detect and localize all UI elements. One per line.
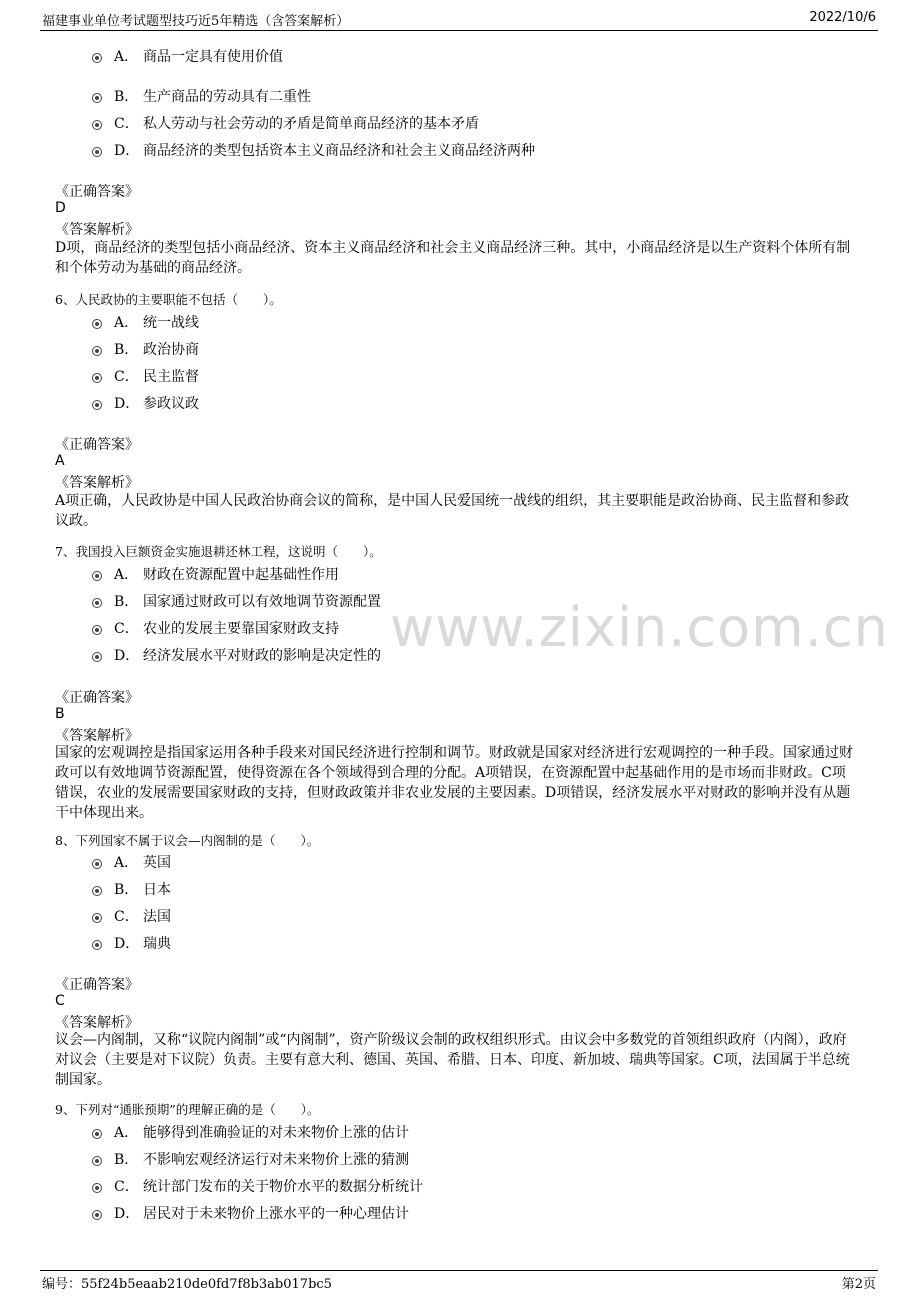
analysis-label: 《答案解析》	[55, 1015, 139, 1031]
option-letter: D．	[114, 648, 140, 664]
option-text: 统计部门发布的关于物价水平的数据分析统计	[143, 1179, 423, 1195]
radio-icon[interactable]	[92, 93, 102, 103]
option-letter: B．	[114, 882, 139, 898]
option-letter: D．	[114, 936, 140, 952]
radio-icon[interactable]	[92, 886, 102, 896]
option-text: 私人劳动与社会劳动的矛盾是简单商品经济的基本矛盾	[143, 116, 479, 132]
option-letter: D．	[114, 1206, 140, 1222]
option-text: 不影响宏观经济运行对未来物价上涨的猜测	[143, 1152, 409, 1168]
option-text: 农业的发展主要靠国家财政支持	[143, 621, 339, 637]
option-text: 居民对于未来物价上涨水平的一种心理估计	[143, 1206, 409, 1222]
document-title: 福建事业单位考试题型技巧近5年精选（含答案解析）	[42, 14, 350, 29]
question-6: 6、人民政协的主要职能不包括（ ）。	[55, 292, 282, 307]
option-text: 商品经济的类型包括资本主义商品经济和社会主义商品经济两种	[143, 143, 535, 159]
document-date: 2022/10/6	[809, 10, 876, 25]
option-letter: A．	[114, 315, 139, 331]
option-text: 参政议政	[143, 396, 199, 412]
correct-answer: D	[55, 200, 66, 216]
radio-icon[interactable]	[92, 1183, 102, 1193]
option-text: 能够得到准确验证的对未来物价上涨的估计	[143, 1125, 409, 1141]
document-code: 编号：55f24b5eaab210de0fd7f8b3ab017bc5	[42, 1277, 332, 1292]
radio-icon[interactable]	[92, 147, 102, 157]
question-9: 9、下列对“通胀预期”的理解正确的是（ ）。	[55, 1102, 320, 1117]
correct-answer: C	[55, 993, 65, 1009]
option-text: 商品一定具有使用价值	[143, 49, 283, 65]
option-text: 法国	[143, 909, 171, 925]
footer-rule	[40, 1270, 878, 1271]
radio-icon[interactable]	[92, 571, 102, 581]
analysis-text: D项，商品经济的类型包括小商品经济、资本主义商品经济和社会主义商品经济三种。其中，小商品经济是以生产资料个体所有制和个体劳动为基础的商品经济。	[55, 240, 851, 276]
option-letter: B．	[114, 594, 139, 610]
header-rule	[40, 30, 878, 31]
radio-icon[interactable]	[92, 319, 102, 329]
analysis-label: 《答案解析》	[55, 222, 139, 238]
radio-icon[interactable]	[92, 373, 102, 383]
radio-icon[interactable]	[92, 1210, 102, 1220]
option-letter: A．	[114, 855, 139, 871]
option-text: 英国	[143, 855, 171, 871]
radio-icon[interactable]	[92, 120, 102, 130]
radio-icon[interactable]	[92, 1129, 102, 1139]
watermark: www.zixin.com.cn	[390, 596, 889, 659]
option-letter: C．	[114, 621, 139, 637]
option-text: 日本	[143, 882, 171, 898]
radio-icon[interactable]	[92, 652, 102, 662]
option-letter: D．	[114, 396, 140, 412]
correct-answer-label: 《正确答案》	[55, 184, 139, 200]
option-letter: A．	[114, 49, 139, 65]
page-number: 第2页	[841, 1277, 876, 1292]
correct-answer-label: 《正确答案》	[55, 690, 139, 706]
option-text: 瑞典	[143, 936, 171, 952]
option-letter: C．	[114, 909, 139, 925]
question-7: 7、我国投入巨额资金实施退耕还林工程，这说明（ ）。	[55, 544, 382, 559]
option-text: 政治协商	[143, 342, 199, 358]
radio-icon[interactable]	[92, 598, 102, 608]
option-letter: C．	[114, 1179, 139, 1195]
option-text: 民主监督	[143, 369, 199, 385]
radio-icon[interactable]	[92, 913, 102, 923]
radio-icon[interactable]	[92, 400, 102, 410]
radio-icon[interactable]	[92, 859, 102, 869]
analysis-text: A项正确，人民政协是中国人民政治协商会议的简称，是中国人民爱国统一战线的组织，其主要职能是政治协商、民主监督和参政议政。	[55, 493, 850, 529]
option-letter: D．	[114, 143, 140, 159]
option-letter: B．	[114, 89, 139, 105]
analysis-text: 国家的宏观调控是指国家运用各种手段来对国民经济进行控制和调节。财政就是国家对经济进行宏观调控的一种手段。国家通过财政可以有效地调节资源配置，使得资源在各个领域得到合理的分配。A项错误，在资源配置中起基础作用的是市场而非财政。C项错误，农业的发展需要国家财政的支持，但财政政策并非农业发展的主要因素。D项错误，经济发展水平对财政的影响并没有从题干中体现出来。	[55, 745, 853, 821]
option-letter: C．	[114, 116, 139, 132]
correct-answer-label: 《正确答案》	[55, 977, 139, 993]
question-8: 8、下列国家不属于议会—内阁制的是（ ）。	[55, 833, 320, 848]
option-letter: A．	[114, 567, 139, 583]
option-text: 财政在资源配置中起基础性作用	[143, 567, 339, 583]
correct-answer-label: 《正确答案》	[55, 437, 139, 453]
option-text: 国家通过财政可以有效地调节资源配置	[143, 594, 381, 610]
analysis-label: 《答案解析》	[55, 475, 139, 491]
correct-answer: B	[55, 706, 65, 722]
correct-answer: A	[55, 453, 65, 469]
radio-icon[interactable]	[92, 1156, 102, 1166]
analysis-label: 《答案解析》	[55, 728, 139, 744]
analysis-text: 议会—内阁制，又称“议院内阁制”或“内阁制”，资产阶级议会制的政权组织形式。由议会中多数党的首领组织政府（内阁），政府对议会（主要是对下议院）负责。主要有意大利、德国、英国、希腊、日本、印度、新加坡、瑞典等国家。C项，法国属于半总统制国家。	[55, 1032, 850, 1088]
option-text: 生产商品的劳动具有二重性	[143, 89, 311, 105]
option-letter: C．	[114, 369, 139, 385]
option-text: 统一战线	[143, 315, 199, 331]
option-letter: B．	[114, 342, 139, 358]
option-text: 经济发展水平对财政的影响是决定性的	[143, 648, 381, 664]
option-letter: A．	[114, 1125, 139, 1141]
option-letter: B．	[114, 1152, 139, 1168]
radio-icon[interactable]	[92, 625, 102, 635]
radio-icon[interactable]	[92, 346, 102, 356]
radio-icon[interactable]	[92, 940, 102, 950]
radio-icon[interactable]	[92, 53, 102, 63]
